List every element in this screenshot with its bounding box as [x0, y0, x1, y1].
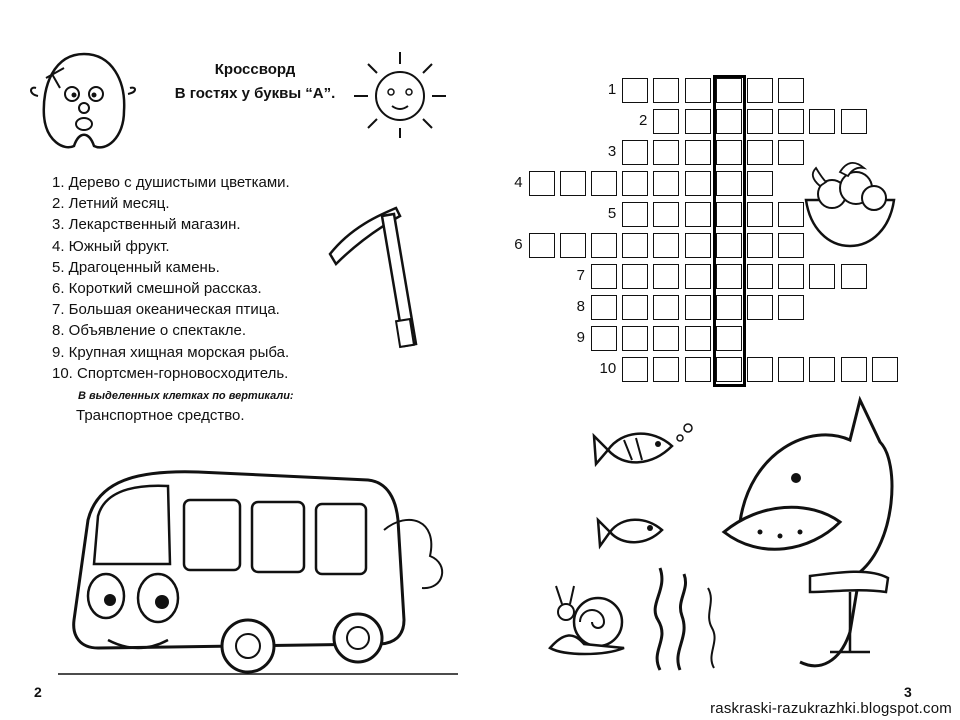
clue-item: 10. Спортсмен-горновосходитель. — [52, 364, 289, 382]
crossword-cell — [653, 326, 679, 351]
clue-item: 2. Летний месяц. — [52, 195, 170, 213]
crossword-cell — [778, 264, 804, 289]
title-line-1: Кроссворд — [214, 61, 296, 78]
crossword-cell — [591, 171, 617, 196]
crossword-cell — [747, 78, 773, 103]
crossword-cell — [591, 233, 617, 258]
crossword-cell — [653, 264, 679, 289]
crossword-cell — [622, 140, 648, 165]
clue-item: 1. Дерево с душистыми цветками. — [52, 174, 290, 191]
snail-icon — [544, 582, 634, 662]
crossword-cell — [747, 233, 773, 258]
page-number-left: 2 — [34, 684, 42, 700]
crossword-cell — [622, 264, 648, 289]
crossword-cell — [591, 295, 617, 320]
crossword-cell — [622, 202, 648, 227]
crossword-cell — [841, 357, 867, 382]
crossword-cell — [685, 109, 711, 134]
clue-item: 9. Крупная хищная морская рыба. — [52, 343, 290, 361]
crossword-row-number: 10 — [599, 360, 617, 377]
crossword-row-number: 1 — [607, 81, 617, 98]
crossword-cell — [560, 233, 586, 258]
crossword-cell — [653, 140, 679, 165]
crossword-cell — [809, 264, 835, 289]
crossword-row-number: 5 — [607, 205, 617, 222]
crossword-cell — [622, 171, 648, 196]
crossword-cell — [653, 357, 679, 382]
crossword-row-number: 9 — [576, 329, 585, 346]
crossword-cell — [529, 171, 555, 196]
crossword-cell — [622, 295, 648, 320]
crossword-cell — [685, 233, 711, 258]
crossword-cell — [747, 109, 773, 134]
crossword-cell — [841, 109, 867, 134]
fruit-bowl-icon — [800, 156, 900, 251]
shark-with-watermelon-icon — [700, 392, 920, 682]
clue-item: 3. Лекарственный магазин. — [52, 216, 241, 234]
crossword-cell — [747, 140, 773, 165]
crossword-cell — [778, 78, 804, 103]
crossword-cell — [653, 171, 679, 196]
crossword-cell — [778, 357, 804, 382]
crossword-row-number: 7 — [576, 267, 585, 284]
crossword-cell — [653, 295, 679, 320]
crossword-row-number: 8 — [576, 298, 585, 315]
crossword-cell — [653, 78, 679, 103]
crossword-cell — [622, 326, 648, 351]
crossword-cell — [809, 357, 835, 382]
crossword-cell — [747, 264, 773, 289]
page-number-right: 3 — [904, 684, 912, 700]
crossword-cell — [622, 233, 648, 258]
clue-item: 8. Объявление о спектакле. — [52, 322, 247, 340]
fish-icon — [592, 416, 702, 486]
crossword-row-number: 6 — [514, 236, 523, 253]
clue-item: 5. Драгоценный камень. — [52, 258, 220, 276]
crossword-cell — [685, 140, 711, 165]
crossword-cell — [653, 233, 679, 258]
crossword-cell — [685, 171, 711, 196]
title-line-2: В гостях у буквы “А”. — [174, 85, 336, 102]
crossword-cell — [529, 233, 555, 258]
clue-list — [52, 172, 290, 384]
crossword-cell — [685, 357, 711, 382]
crossword-highlight-column — [713, 75, 746, 387]
letter-a-character-icon — [24, 46, 144, 156]
seaweed-icon — [640, 560, 700, 670]
crossword-row-number: 3 — [607, 143, 617, 160]
crossword-cell — [685, 264, 711, 289]
clue-item: 6. Короткий смешной рассказ. — [52, 280, 262, 298]
crossword-cell — [622, 357, 648, 382]
crossword-cell — [747, 171, 773, 196]
crossword-cell — [591, 264, 617, 289]
crossword-cell — [685, 326, 711, 351]
crossword-cell — [872, 357, 898, 382]
vertical-note: В выделенных клетках по вертикали: — [78, 390, 294, 402]
crossword-cell — [685, 202, 711, 227]
crossword-cell — [591, 326, 617, 351]
crossword-cell — [653, 109, 679, 134]
crossword-cell — [747, 357, 773, 382]
crossword-cell — [809, 109, 835, 134]
crossword-cell — [685, 295, 711, 320]
crossword-row-number: 4 — [514, 174, 523, 191]
pickaxe-icon — [322, 202, 422, 352]
crossword-cell — [685, 78, 711, 103]
footer-url: raskraski-razukrazhki.blogspot.com — [710, 700, 952, 717]
crossword-cell — [841, 264, 867, 289]
sun-icon — [350, 48, 450, 138]
crossword-cell — [778, 295, 804, 320]
crossword-cell — [747, 295, 773, 320]
crossword-cell — [653, 202, 679, 227]
bus-icon — [58, 460, 458, 690]
clue-item: 7. Большая океаническая птица. — [52, 301, 280, 319]
fish-icon — [596, 504, 676, 564]
crossword-cell — [560, 171, 586, 196]
crossword-title — [160, 58, 350, 106]
crossword-cell — [747, 202, 773, 227]
vertical-answer: Транспортное средство. — [76, 407, 245, 424]
crossword-cell — [778, 109, 804, 134]
crossword-row-number: 2 — [639, 112, 648, 129]
clue-item: 4. Южный фрукт. — [52, 237, 170, 255]
crossword-cell — [622, 78, 648, 103]
